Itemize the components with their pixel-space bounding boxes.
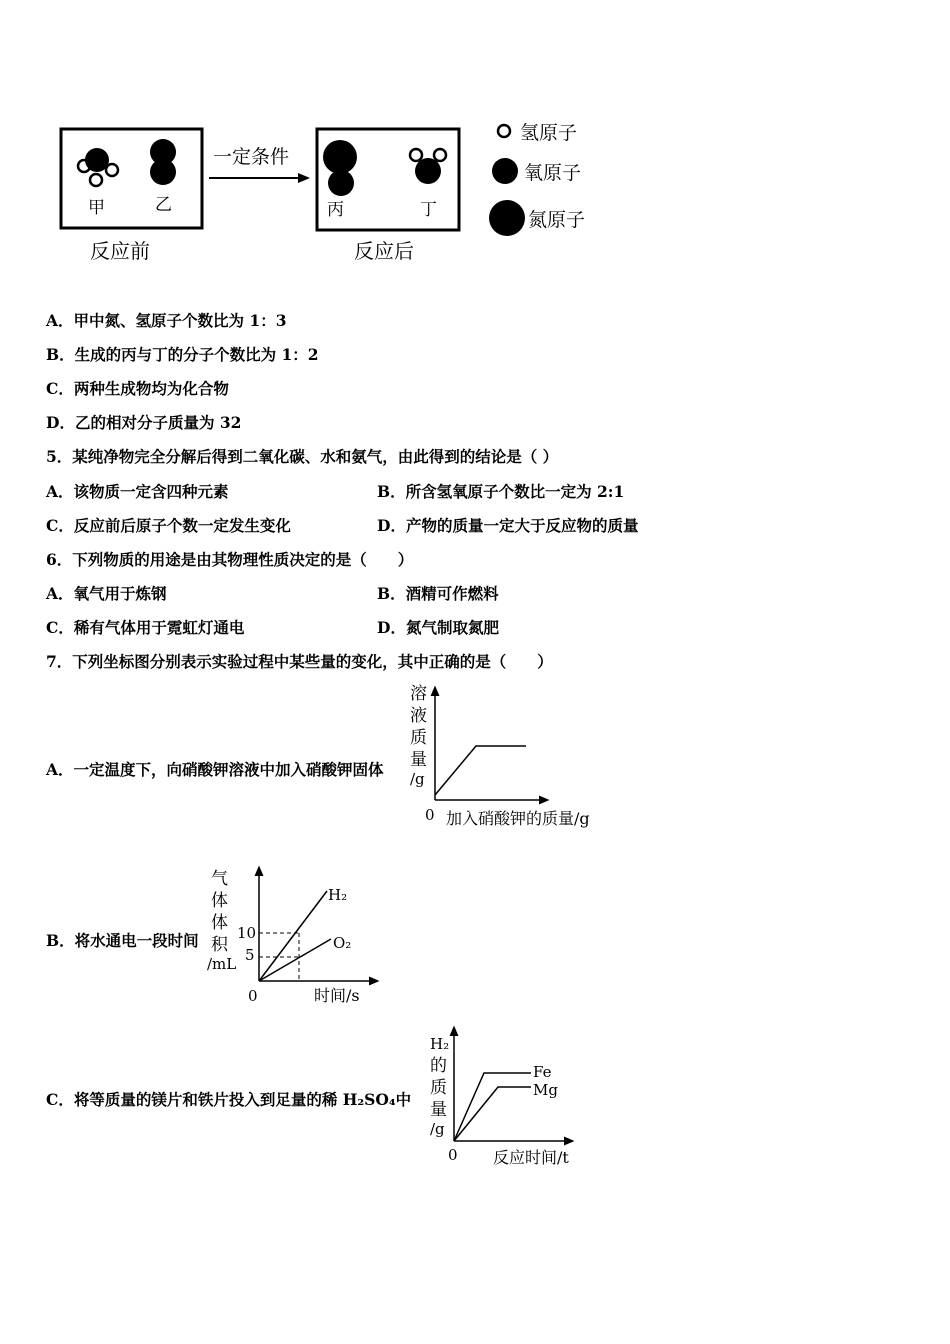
q4-option-c: C．两种生成物均为化合物 — [46, 379, 229, 398]
q5-option-d: D．产物的质量一定大于反应物的质量 — [377, 516, 639, 535]
after-caption: 反应后 — [354, 239, 414, 263]
h2-label: H₂ — [328, 886, 348, 904]
o2-line — [259, 939, 331, 981]
origin-label: 0 — [448, 1146, 458, 1164]
o-atom — [150, 159, 176, 185]
chart-c — [420, 1020, 590, 1170]
q6-option-b: B．酒精可作燃料 — [377, 584, 499, 603]
q6-option-c: C．稀有气体用于霓虹灯通电 — [46, 618, 245, 637]
y-label-char: 的 — [430, 1056, 447, 1076]
origin-label: 0 — [425, 806, 435, 824]
h2-line — [259, 891, 327, 981]
x-label: 时间/s — [314, 986, 360, 1005]
q7-option-a: A．一定温度下，向硝酸钾溶液中加入硝酸钾固体 — [46, 760, 384, 779]
q7-option-b: B．将水通电一段时间 — [46, 931, 199, 950]
legend-n-icon — [489, 200, 525, 236]
y-label-char: 质 — [410, 728, 427, 748]
y-label-char: 气 — [211, 869, 228, 889]
fe-label: Fe — [533, 1063, 552, 1081]
q5-option-c: C．反应前后原子个数一定发生变化 — [46, 516, 291, 535]
q4-option-b: B．生成的丙与丁的分子个数比为 1：2 — [46, 345, 319, 364]
species-ding: 丁 — [420, 200, 437, 220]
q5-stem: 5．某纯净物完全分解后得到二氧化碳、水和氨气，由此得到的结论是（ ） — [46, 447, 559, 466]
mg-label: Mg — [533, 1081, 558, 1099]
q4-option-a: A．甲中氮、氢原子个数比为 1：3 — [46, 311, 287, 330]
tick-10: 10 — [237, 924, 257, 942]
q5-option-a: A．该物质一定含四种元素 — [46, 482, 229, 501]
y-label-unit: /g — [430, 1120, 445, 1138]
arrow-label: 一定条件 — [213, 146, 290, 168]
legend-o-icon — [492, 158, 518, 184]
x-label: 反应时间/t — [493, 1148, 569, 1167]
n-atom — [323, 140, 357, 174]
legend-n-label: 氮原子 — [528, 209, 586, 231]
reaction-diagram — [0, 0, 950, 290]
y-label-unit: /mL — [207, 955, 237, 973]
chart-a — [400, 680, 610, 830]
x-label: 加入硝酸钾的质量/g — [446, 809, 590, 828]
h-atom — [106, 164, 118, 176]
o2-label: O₂ — [333, 934, 352, 952]
legend-o-label: 氧原子 — [524, 162, 582, 184]
h-atom — [434, 149, 446, 161]
species-yi: 乙 — [155, 195, 172, 215]
species-bing: 丙 — [327, 200, 344, 220]
n-atom — [85, 148, 109, 172]
y-label-char: 量 — [410, 750, 427, 770]
q7-stem: 7．下列坐标图分别表示实验过程中某些量的变化，其中正确的是（ ） — [46, 652, 553, 671]
q4-option-d: D．乙的相对分子质量为 32 — [46, 413, 242, 432]
y-label-unit: /g — [410, 770, 425, 788]
q6-option-a: A．氧气用于炼钢 — [46, 584, 167, 603]
before-caption: 反应前 — [90, 239, 150, 263]
y-label-char: 液 — [410, 706, 427, 726]
h-atom — [410, 149, 422, 161]
y-label-char: 溶 — [410, 684, 427, 704]
o-atom — [415, 158, 441, 184]
q6-option-d: D．氮气制取氮肥 — [377, 618, 499, 637]
fe-line — [454, 1073, 531, 1141]
y-label-char: 体 — [211, 913, 228, 933]
q7-option-c: C．将等质量的镁片和铁片投入到足量的稀 H₂SO₄中 — [46, 1090, 412, 1109]
arrow-head — [298, 173, 310, 183]
species-jia: 甲 — [88, 198, 105, 218]
tick-5: 5 — [245, 946, 255, 964]
legend-h-icon — [498, 125, 510, 137]
y-label-char: 质 — [430, 1078, 447, 1098]
solution-mass-line — [435, 746, 526, 795]
y-label-char: 量 — [430, 1100, 447, 1120]
h-atom — [90, 174, 102, 186]
legend-h-label: 氢原子 — [520, 122, 578, 144]
y-label-char: 体 — [211, 891, 228, 911]
q6-stem: 6．下列物质的用途是由其物理性质决定的是（ ） — [46, 550, 414, 569]
o-atom — [328, 170, 354, 196]
y-label-char: 积 — [211, 935, 228, 955]
origin-label: 0 — [248, 987, 258, 1005]
chart-b — [200, 860, 400, 1010]
before-box — [61, 129, 202, 228]
q5-option-b: B．所含氢氧原子个数比一定为 2:1 — [377, 482, 625, 501]
y-label-h2: H₂ — [430, 1035, 450, 1053]
